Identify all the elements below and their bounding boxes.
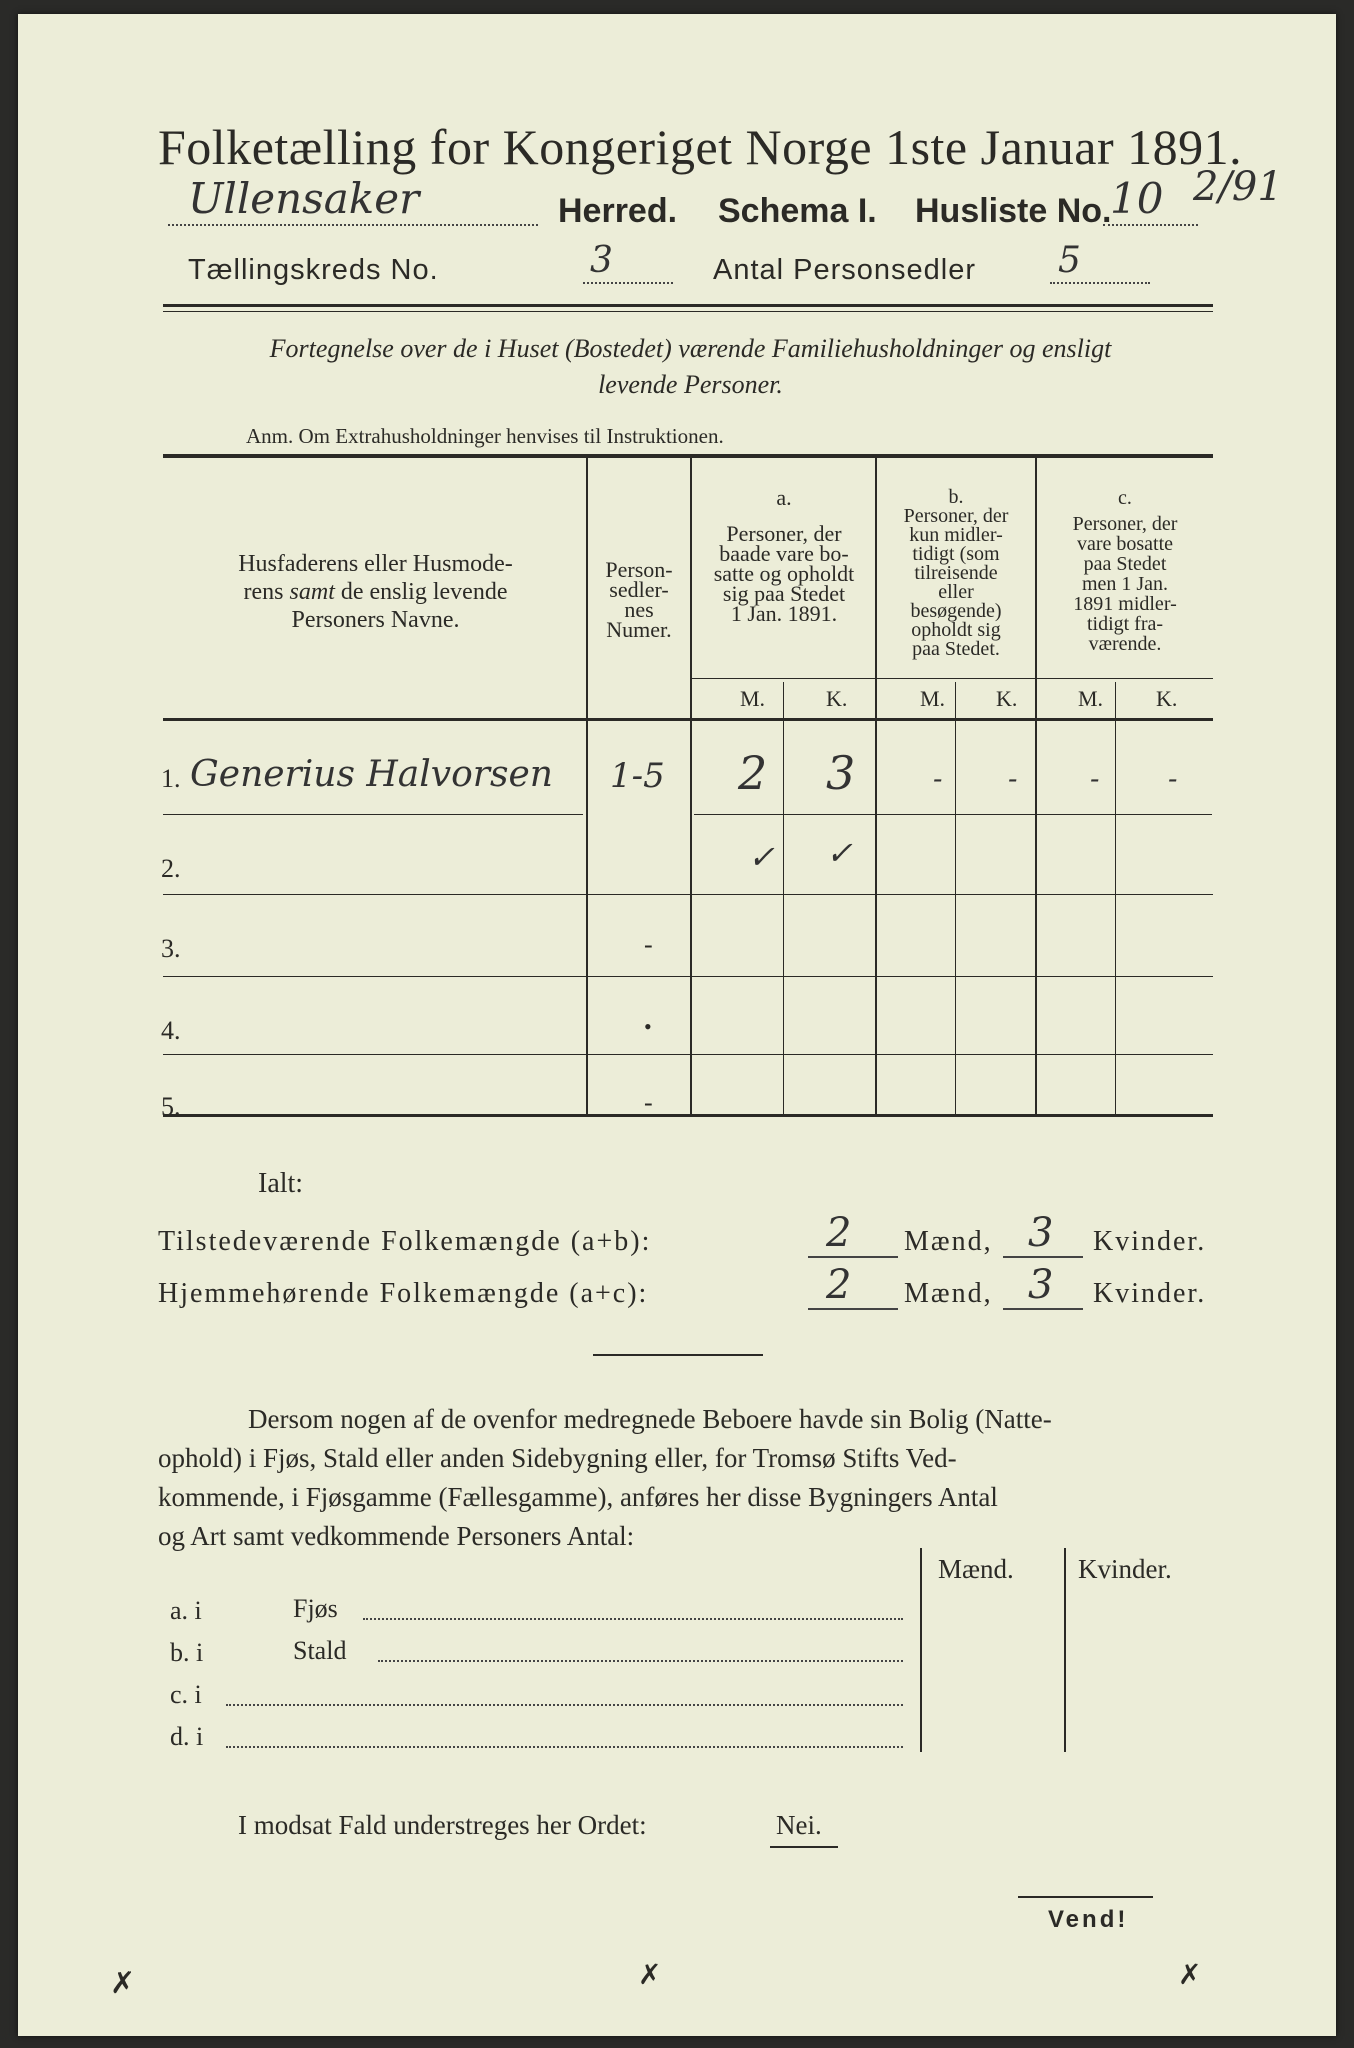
- row-numer: •: [644, 1014, 652, 1039]
- col-b-line: eller: [938, 581, 974, 603]
- tilstede-label: Tilstedeværende Folkemængde (a+b):: [158, 1226, 652, 1257]
- col-a-line: sig paa Stedet: [722, 581, 846, 606]
- nei-word: Nei.: [776, 1810, 822, 1840]
- vline-names: [586, 458, 588, 1114]
- col-numer-header: [590, 557, 688, 642]
- row-b-k: -: [1008, 762, 1018, 795]
- col-c-line: men 1 Jan.: [1081, 573, 1169, 595]
- col-a-header: [694, 485, 874, 626]
- col-c-line: vare bosatte: [1076, 533, 1174, 555]
- col-a-line: baade vare bo-: [719, 541, 849, 566]
- herred-dotline: [168, 224, 538, 226]
- col-c-line: 1891 midler-: [1073, 593, 1177, 615]
- mk-rule: [690, 678, 1213, 679]
- building-letter: a. i: [170, 1596, 202, 1625]
- hjemme-maend-value: 2: [826, 1262, 852, 1308]
- paragraph-line: ophold) i Fjøs, Stald eller anden Sidebygning eller, for Tromsø Stifts Ved-: [158, 1443, 957, 1473]
- anm-note: Anm. Om Extrahusholdninger henvises til Instruktionen.: [246, 424, 724, 448]
- col-names-line: rens samt de enslig levende: [243, 579, 508, 605]
- building-label: Stald: [293, 1636, 347, 1665]
- kvinder-label: Kvinder.: [1093, 1226, 1207, 1257]
- row-b-m: -: [933, 762, 943, 795]
- row-numer: -: [644, 1088, 653, 1117]
- mk-label: K.: [1156, 686, 1178, 711]
- row-numer: -: [644, 930, 653, 959]
- header-rule-thin: [163, 311, 1213, 312]
- vline-a: [875, 458, 877, 1114]
- hjemme-label: Hjemmehørende Folkemængde (a+c):: [158, 1278, 649, 1309]
- col-numer-line: Person-: [605, 557, 673, 582]
- row-name: Generius Halvorsen: [190, 754, 553, 795]
- maend-label: Mænd,: [904, 1226, 993, 1257]
- col-c-line: paa Stedet: [1083, 553, 1167, 575]
- building-label: Fjøs: [293, 1594, 338, 1623]
- col-a-line: satte og opholdt: [713, 561, 855, 586]
- mk-label: M.: [920, 686, 946, 711]
- col-c-header: [1038, 488, 1212, 654]
- census-form-page: [18, 14, 1336, 2036]
- hjemme-kvinder-value: 3: [1028, 1262, 1054, 1308]
- col-b-line: tilreisende: [914, 562, 998, 584]
- mk-label: K.: [826, 686, 848, 711]
- col-names-line: Husfaderens eller Husmode-: [238, 551, 513, 577]
- table-header-bottom-rule: [163, 718, 1213, 721]
- row-c-m: -: [1090, 762, 1100, 795]
- nei-underline: [770, 1846, 838, 1848]
- paragraph-line: Dersom nogen af de ovenfor medregnede Beboere havde sin Bolig (Natte-: [248, 1404, 1052, 1434]
- row-rule: [163, 1054, 1213, 1055]
- col-b-line: Personer, der: [903, 505, 1009, 527]
- row-c-k: -: [1168, 762, 1178, 795]
- form-title: Folketælling for Kongeriget Norge 1ste Januar 1891.: [158, 119, 1243, 175]
- col-b-line: besøgende): [910, 600, 1002, 622]
- tilstede-kvinder-line: [1003, 1256, 1083, 1258]
- ialt-label: Ialt:: [258, 1168, 304, 1199]
- vline-numer: [690, 458, 692, 1114]
- vend-text: Vend!: [1048, 1906, 1129, 1933]
- row-a-k: 3: [826, 746, 856, 800]
- kreds-label: Tællingskreds No.: [188, 254, 439, 286]
- kvinder-label: Kvinder.: [1093, 1278, 1207, 1309]
- building-letter: c. i: [170, 1680, 202, 1709]
- vend-rule: [1018, 1896, 1153, 1898]
- col-c-line: værende.: [1088, 633, 1162, 655]
- row-rule: [163, 894, 1213, 895]
- col-b-letter: b.: [948, 486, 964, 508]
- tilstede-kvinder-value: 3: [1028, 1210, 1054, 1256]
- intro-line2: levende Personer.: [598, 370, 783, 399]
- vline-b: [1035, 458, 1037, 1114]
- col-numer-line: Numer.: [606, 617, 672, 642]
- vline-b-mk: [955, 682, 956, 1114]
- building-letter: b. i: [170, 1638, 204, 1667]
- binding-mark-icon: ✗: [638, 1958, 662, 1991]
- col-b-header: [878, 488, 1034, 659]
- paragraph-line: og Art samt vedkommende Personers Antal:: [158, 1521, 635, 1551]
- row-rule: [163, 976, 1213, 977]
- building-dotline: [378, 1660, 903, 1662]
- row-number: 4.: [161, 1016, 181, 1045]
- hjemme-kvinder-line: [1003, 1308, 1083, 1310]
- table-top-rule: [163, 454, 1213, 458]
- col-names-line: Personers Navne.: [291, 607, 460, 633]
- dwelling-paragraph: [158, 1400, 1213, 1556]
- antal-value: 5: [1058, 240, 1081, 281]
- col-a-letter: a.: [776, 485, 792, 510]
- mk-label: M.: [740, 686, 766, 711]
- hjemme-maend-line: [808, 1308, 898, 1310]
- separator-rule: [593, 1354, 763, 1356]
- modsat-text: I modsat Fald understreges her Ordet:: [238, 1810, 647, 1840]
- col-a-line: Personer, der: [726, 521, 842, 546]
- row-rule: [694, 814, 1212, 815]
- antal-dotline: [1050, 282, 1150, 284]
- row-number: 3.: [161, 934, 181, 963]
- mk-label: M.: [1078, 686, 1104, 711]
- table-bottom-rule: [163, 1114, 1213, 1117]
- col-names-header: [168, 550, 583, 634]
- row-a-m: 2: [738, 746, 768, 800]
- tilstede-maend-line: [808, 1256, 898, 1258]
- col-c-line: Personer, der: [1072, 513, 1178, 535]
- binding-mark-icon: ✗: [110, 1966, 136, 2001]
- tilstede-maend-value: 2: [826, 1210, 852, 1256]
- row-a-k-check: ✓: [826, 834, 853, 872]
- mk-label: K.: [996, 686, 1018, 711]
- col-numer-line: sedler-: [609, 577, 669, 602]
- row-numer: 1-5: [610, 756, 665, 796]
- margin-note: 2/91: [1193, 164, 1283, 210]
- col-c-line: tidigt fra-: [1086, 613, 1164, 635]
- husliste-label: Husliste No.: [915, 192, 1112, 230]
- building-dotline: [363, 1618, 903, 1620]
- binding-mark-icon: ✗: [1178, 1958, 1202, 1991]
- row-rule: [163, 814, 583, 815]
- header-rule: [163, 304, 1213, 307]
- herred-label: Herred.: [558, 192, 678, 230]
- paragraph-line: kommende, i Fjøsgamme (Fællesgamme), anføres her disse Bygningers Antal: [158, 1482, 998, 1512]
- vline-c-mk: [1115, 682, 1116, 1114]
- row-a-m-check: ✓: [748, 838, 775, 876]
- building-letter: d. i: [170, 1722, 204, 1751]
- row-number: 5.: [161, 1092, 181, 1121]
- col-a-line: 1 Jan. 1891.: [730, 601, 838, 626]
- building-dotline: [226, 1704, 903, 1706]
- col-b-line: tidigt (som: [912, 543, 1000, 565]
- herred-value: Ullensaker: [188, 174, 420, 223]
- buildings-col-maend: Mænd.: [938, 1554, 1014, 1584]
- husliste-value: 10: [1110, 174, 1164, 223]
- intro-line1: Fortegnelse over de i Huset (Bostedet) værende Familiehusholdninger og ensligt: [269, 334, 1112, 363]
- antal-label: Antal Personsedler: [713, 254, 977, 286]
- schema-label: Schema I.: [718, 192, 877, 230]
- buildings-vline-2: [1064, 1548, 1066, 1752]
- vline-a-mk: [783, 682, 784, 1114]
- kreds-value: 3: [590, 240, 613, 281]
- col-c-letter: c.: [1118, 487, 1132, 509]
- row-number: 1.: [161, 764, 181, 793]
- buildings-col-kvinder: Kvinder.: [1078, 1554, 1172, 1584]
- col-b-line: paa Stedet.: [912, 638, 1000, 660]
- maend-label: Mænd,: [904, 1278, 993, 1309]
- row-number: 2.: [161, 854, 181, 883]
- husliste-dotline: [1103, 224, 1198, 226]
- building-dotline: [226, 1746, 903, 1748]
- col-b-line: kun midler-: [909, 524, 1003, 546]
- col-b-line: opholdt sig: [911, 619, 1001, 641]
- kreds-dotline: [583, 282, 673, 284]
- buildings-vline-1: [920, 1548, 922, 1752]
- col-numer-line: nes: [624, 597, 654, 622]
